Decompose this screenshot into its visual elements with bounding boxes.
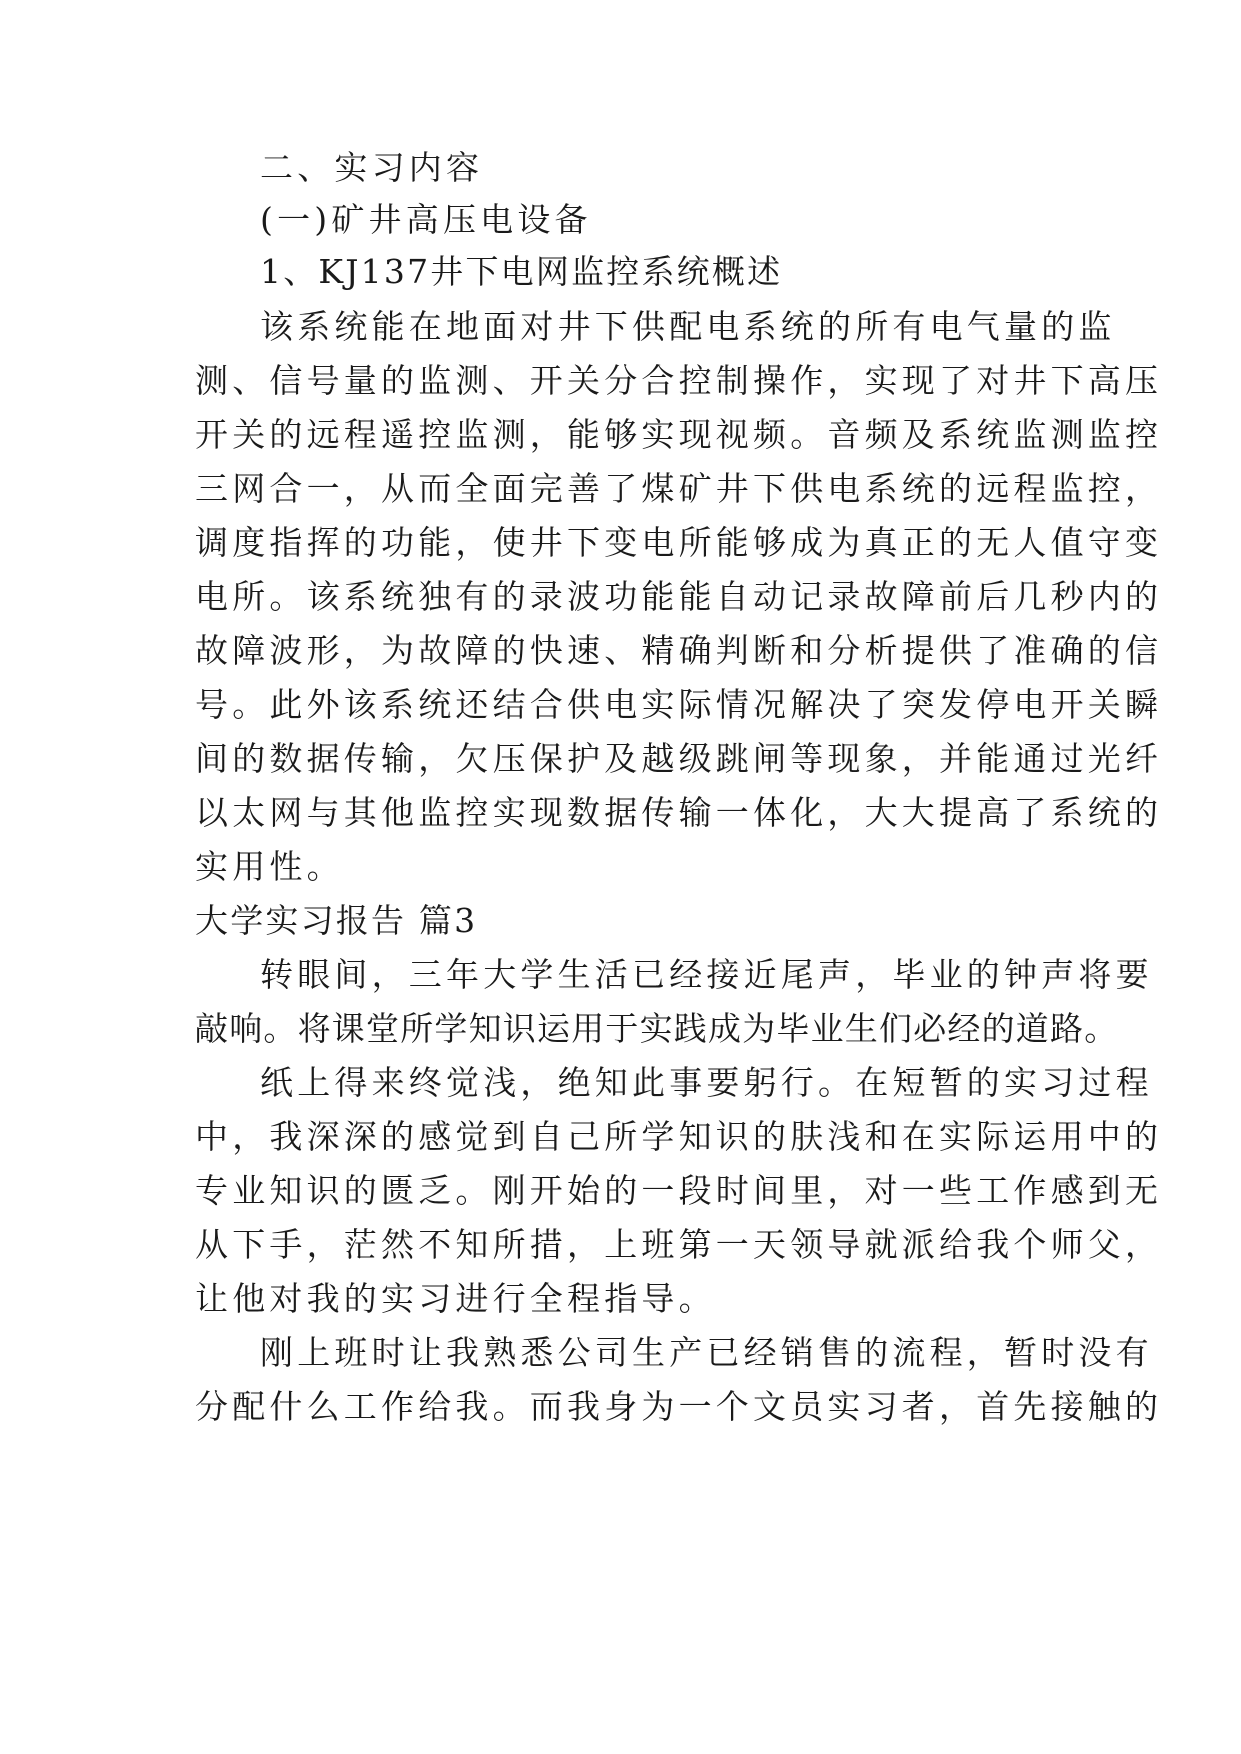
item-heading: 1、KJ137井下电网监控系统概述 <box>260 252 783 291</box>
paragraph-line: 实用性。 <box>195 847 344 886</box>
paragraph-line: 三网合一，从而全面完善了煤矿井下供电系统的远程监控， <box>195 469 1163 508</box>
article-title: 大学实习报告 篇3 <box>195 901 478 940</box>
paragraph-line: 专业知识的匮乏。刚开始的一段时间里，对一些工作感到无 <box>195 1171 1163 1210</box>
paragraph-line: 刚上班时让我熟悉公司生产已经销售的流程，暂时没有 <box>260 1333 1153 1372</box>
paragraph-line: 以太网与其他监控实现数据传输一体化，大大提高了系统的 <box>195 793 1163 832</box>
paragraph-line: 转眼间，三年大学生活已经接近尾声，毕业的钟声将要 <box>260 955 1153 994</box>
paragraph-line: 敲响。将课堂所学知识运用于实践成为毕业生们必经的道路。 <box>195 1009 1119 1048</box>
subsection-heading: (一)矿井高压电设备 <box>260 200 592 239</box>
paragraph-line: 中，我深深的感觉到自己所学知识的肤浅和在实际运用中的 <box>195 1117 1163 1156</box>
paragraph-line: 分配什么工作给我。而我身为一个文员实习者，首先接触的 <box>195 1387 1163 1426</box>
paragraph-line: 测、信号量的监测、开关分合控制操作，实现了对井下高压 <box>195 361 1163 400</box>
paragraph-line: 开关的远程遥控监测，能够实现视频。音频及系统监测监控 <box>195 415 1163 454</box>
paragraph-line: 电所。该系统独有的录波功能能自动记录故障前后几秒内的 <box>195 577 1163 616</box>
paragraph-line: 号。此外该系统还结合供电实际情况解决了突发停电开关瞬 <box>195 685 1163 724</box>
paragraph-line: 调度指挥的功能，使井下变电所能够成为真正的无人值守变 <box>195 523 1163 562</box>
paragraph-line: 间的数据传输，欠压保护及越级跳闸等现象，并能通过光纤 <box>195 739 1163 778</box>
paragraph-line: 让他对我的实习进行全程指导。 <box>195 1279 716 1318</box>
paragraph-line: 故障波形，为故障的快速、精确判断和分析提供了准确的信 <box>195 631 1163 670</box>
paragraph-line: 从下手，茫然不知所措，上班第一天领导就派给我个师父， <box>195 1225 1163 1264</box>
paragraph-line: 纸上得来终觉浅，绝知此事要躬行。在短暂的实习过程 <box>260 1063 1153 1102</box>
paragraph-line: 该系统能在地面对井下供配电系统的所有电气量的监 <box>260 307 1116 346</box>
section-heading: 二、实习内容 <box>260 148 484 187</box>
